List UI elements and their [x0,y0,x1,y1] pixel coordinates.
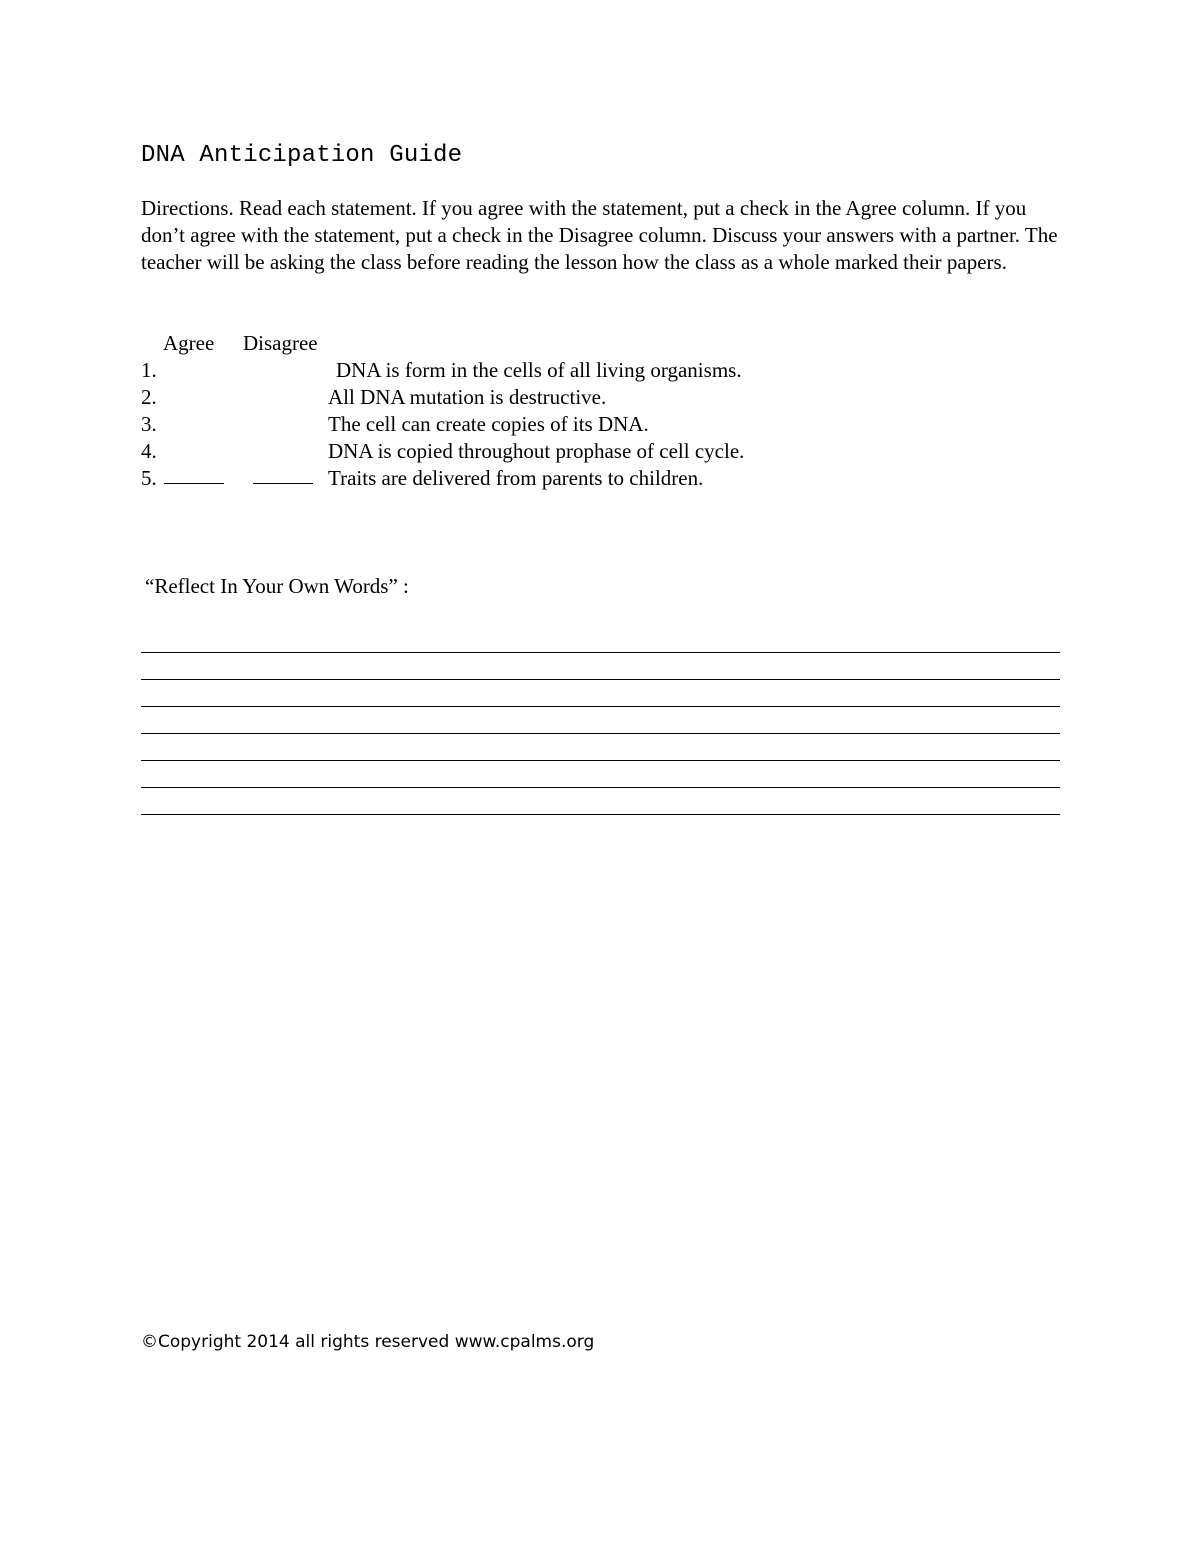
statement-number: 4. [141,439,157,463]
statement-text: All DNA mutation is destructive. [328,385,607,409]
reflection-lines [141,626,1060,815]
agree-blank[interactable] [164,384,224,403]
copyright-footer: ©Copyright 2014 all rights reserved www.cpalms.org [141,1332,595,1352]
statement-item [141,411,1041,438]
statement-text: DNA is copied throughout prophase of cell cycle. [328,439,745,463]
statement-item [141,384,1041,411]
directions-paragraph: Directions. Read each statement. If you agree with the statement, put a check in the Agree column. If you don’t agree with the statement, put a check in the Disagree column. Discuss your answers with a partner. The teacher will be asking the class before reading the lesson how the class as a whole marked their papers. [141,196,1058,274]
statement-text: DNA is form in the cells of all living organisms. [336,358,742,382]
disagree-blank[interactable] [253,411,313,430]
statement-number: 2. [141,385,157,409]
reflect-prompt: “Reflect In Your Own Words” : [145,574,409,598]
statement-number: 3. [141,412,157,436]
writing-line[interactable] [141,626,1060,653]
statement-item [141,357,1041,384]
disagree-blank[interactable] [253,384,313,403]
writing-line[interactable] [141,734,1060,761]
agree-blank[interactable] [164,357,224,376]
agree-column-header: Agree [163,331,215,355]
writing-line[interactable] [141,680,1060,707]
column-headers [141,330,541,357]
statement-item [141,465,1041,492]
statement-number: 5. [141,466,157,490]
agree-blank[interactable] [164,438,224,457]
agree-blank[interactable] [164,465,224,484]
statement-number: 1. [141,358,157,382]
statement-list [141,357,1041,492]
writing-line[interactable] [141,653,1060,680]
statement-text: Traits are delivered from parents to children. [328,466,704,490]
disagree-blank[interactable] [253,465,313,484]
writing-line[interactable] [141,761,1060,788]
statement-item [141,438,1041,465]
statement-text: The cell can create copies of its DNA. [328,412,649,436]
disagree-blank[interactable] [253,438,313,457]
page-title: DNA Anticipation Guide [141,142,463,169]
writing-line[interactable] [141,707,1060,734]
writing-line[interactable] [141,788,1060,815]
agree-blank[interactable] [164,411,224,430]
disagree-blank[interactable] [253,357,313,376]
disagree-column-header: Disagree [243,331,318,355]
